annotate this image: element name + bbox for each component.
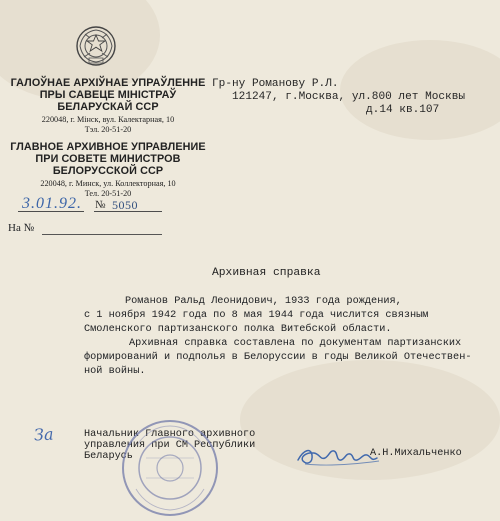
certificate-line: Архивная справка составлена по документам партизанских — [129, 337, 462, 349]
signature-title-line: Беларусь — [84, 451, 133, 462]
official-stamp-icon — [118, 416, 222, 520]
letterhead-belarusian — [8, 77, 208, 135]
certificate-line: Смоленского партизанского полка Витебской области. — [84, 323, 392, 335]
letterhead-phone: Тэл. 20-51-20 — [84, 125, 132, 134]
state-emblem-icon — [72, 22, 120, 70]
signature-name: А.Н.Михальченко — [370, 448, 462, 459]
certificate-line: ной войны. — [84, 365, 146, 377]
recipient-address: 121247, г.Москва, ул.800 лет Москвы — [232, 91, 466, 103]
recipient-apartment: д.14 кв.107 — [366, 104, 440, 116]
signature-title-line: управления при СМ Республики — [84, 440, 256, 451]
letterhead-address: 220048, г. Минск, ул. Коллекторная, 10 — [40, 179, 176, 188]
letterhead-line: ПРЫ САВЕЦЕ МІНІСТРАЎ — [39, 89, 177, 101]
letterhead-line: ГАЛОЎНАЕ АРХІЎНАЕ УПРАЎЛЕННЕ — [10, 77, 206, 89]
letterhead-line: ГЛАВНОЕ АРХИВНОЕ УПРАВЛЕНИЕ — [10, 141, 206, 153]
reference-row — [8, 221, 168, 237]
certificate-line: Романов Ральд Леонидович, 1933 года рождения, — [125, 295, 402, 307]
letterhead-russian — [8, 141, 208, 199]
certificate-title: Архивная справка — [212, 267, 321, 279]
number-sign: № — [95, 199, 106, 211]
date-underline — [18, 211, 84, 212]
handwritten-signature-icon — [294, 440, 382, 470]
document-number: 5050 — [112, 198, 138, 212]
letterhead-line: ПРИ СОВЕТЕ МИНИСТРОВ — [35, 153, 181, 165]
handwritten-date: 3.01.92. — [22, 195, 82, 212]
handwritten-za-mark: За — [33, 424, 54, 445]
reference-underline — [42, 234, 162, 235]
certificate-line: формирований и подполья в Белоруссии в годы Великой Отечествен- — [84, 351, 472, 363]
recipient-name: Гр-ну Романову Р.Л. — [212, 78, 339, 90]
paper-stain — [340, 40, 500, 140]
letterhead-line: БЕЛАРУСКАЙ ССР — [57, 101, 159, 113]
number-underline — [94, 211, 162, 212]
reference-label: На № — [8, 222, 35, 234]
letterhead-line: БЕЛОРУССКОЙ ССР — [52, 165, 164, 177]
certificate-line: с 1 ноября 1942 года по 8 мая 1944 года числится связным — [84, 309, 429, 321]
signature-title-line: Начальник Главного архивного — [84, 429, 256, 440]
letterhead-phone: Тел. 20-51-20 — [84, 189, 132, 198]
document-date-number — [8, 197, 168, 217]
letterhead-address: 220048, г. Мінск, вул. Калектарная, 10 — [41, 115, 175, 124]
